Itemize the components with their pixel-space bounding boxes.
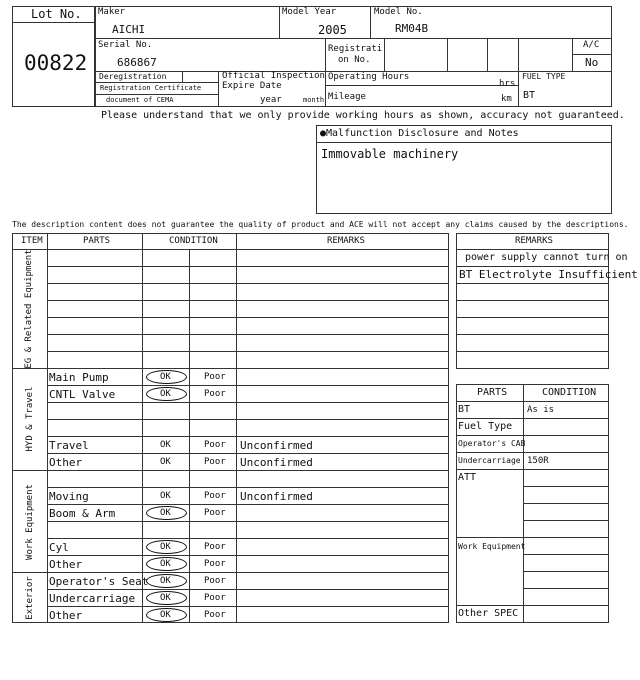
working-hours-notice: Please understand that we only provide working hours as shown, accuracy not guaranteed. — [101, 110, 625, 121]
malfunction-text: Immovable machinery — [321, 147, 459, 161]
condition-col-header: CONDITION — [542, 387, 597, 398]
poor-label: Poor — [204, 593, 226, 603]
ok-label: OK — [160, 559, 171, 569]
poor-label: Poor — [204, 491, 226, 501]
disclaimer-text: The description content does not guarantee the quality of product and ACE will not accept any claims caused by the descriptions. — [12, 220, 629, 229]
ok-selected-mark — [146, 387, 187, 401]
km-label: km — [501, 94, 512, 104]
remark-line-1: power supply cannot turn on — [465, 252, 628, 263]
maker-label: Maker — [98, 7, 126, 17]
maker-value: AICHI — [112, 23, 146, 36]
ok-selected-mark — [146, 591, 187, 605]
ok-label: OK — [160, 508, 171, 518]
remark-moving: Unconfirmed — [240, 490, 313, 503]
fuel-type-value: BT — [523, 90, 536, 101]
part-undercarriage: Undercarriage — [49, 592, 136, 605]
poor-label: Poor — [204, 559, 226, 569]
ok-selected-mark — [146, 370, 187, 384]
ac-value: No — [585, 56, 599, 69]
model-year-value: 2005 — [318, 23, 347, 37]
ok-label: OK — [160, 593, 171, 603]
part-cntl-valve: CNTL Valve — [49, 388, 116, 401]
part-boom-arm: Boom & Arm — [49, 507, 116, 520]
registration-label-2: on No. — [338, 55, 371, 65]
poor-label: Poor — [204, 576, 226, 586]
condition-bt: As is — [527, 405, 555, 415]
ok-selected-mark — [146, 506, 187, 520]
remark-travel: Unconfirmed — [240, 439, 313, 452]
serial-value: 686867 — [117, 56, 157, 69]
part-cyl: Cyl — [49, 541, 69, 554]
malfunction-title: ●Malfunction Disclosure and Notes — [320, 128, 519, 139]
remarks-header: REMARKS — [327, 236, 365, 246]
cema-label: document of CEMA — [106, 96, 174, 104]
year-label: year — [260, 95, 282, 105]
part-work-other: Other — [49, 558, 83, 571]
other-spec-label: Other SPEC — [458, 608, 519, 619]
group-exterior-label: Exterior — [25, 576, 35, 620]
condition-undercarriage: 150R — [527, 456, 549, 466]
part-exterior-other: Other — [49, 609, 83, 622]
inspection-label-1: Official Inspection — [222, 71, 325, 81]
work-equipment-label: Work Equipment — [458, 542, 526, 551]
group-eg-label: EG & Related Equipment — [24, 249, 34, 369]
parts-header: PARTS — [83, 236, 111, 246]
lot-label: Lot No. — [31, 7, 82, 21]
group-work-label: Work Equipment — [25, 484, 35, 560]
att-label: ATT — [458, 472, 477, 483]
lot-number: 00822 — [24, 51, 88, 75]
right-remarks-header: REMARKS — [515, 236, 553, 246]
ok-label: OK — [160, 372, 171, 382]
group-hyd-label: HYD & Travel — [25, 386, 35, 452]
deregistration-label: Deregistration — [99, 72, 167, 81]
operating-hours-label: Operating Hours — [328, 72, 410, 82]
part-operators-seat: Operator's Seat — [49, 575, 149, 588]
registration-certificate-label: Registration Certificate — [100, 84, 202, 92]
poor-label: Poor — [204, 372, 226, 382]
poor-label: Poor — [204, 610, 226, 620]
model-no-value: RM04B — [395, 22, 429, 35]
parts-col-header: PARTS — [477, 387, 508, 398]
ok-selected-mark — [146, 557, 187, 571]
condition-header: CONDITION — [169, 236, 218, 246]
model-no-label: Model No. — [374, 7, 423, 17]
part-hyd-other: Other — [49, 456, 83, 469]
part-travel: Travel — [49, 439, 89, 452]
inspection-label-2: Expire Date — [222, 81, 282, 91]
ok-label: OK — [160, 457, 171, 467]
poor-label: Poor — [204, 508, 226, 518]
ok-label: OK — [160, 440, 171, 450]
mileage-label: Mileage — [328, 92, 366, 102]
ac-label: A/C — [583, 40, 600, 50]
ok-label: OK — [160, 542, 171, 552]
ok-label: OK — [160, 576, 171, 586]
ok-label: OK — [160, 491, 171, 501]
model-year-label: Model Year — [282, 7, 337, 17]
registration-label-1: Registrati — [328, 44, 383, 54]
poor-label: Poor — [204, 457, 226, 467]
ok-selected-mark — [146, 540, 187, 554]
remark-hyd-other: Unconfirmed — [240, 456, 313, 469]
part-main-pump: Main Pump — [49, 371, 109, 384]
part-moving: Moving — [49, 490, 89, 503]
part-bt: BT — [458, 404, 471, 415]
poor-label: Poor — [204, 440, 226, 450]
part-undercarriage-r: Undercarriage — [458, 456, 521, 465]
ok-label: OK — [160, 610, 171, 620]
serial-label: Serial No. — [98, 40, 153, 50]
ok-selected-mark — [146, 574, 187, 588]
ok-label: OK — [160, 389, 171, 399]
remark-line-2: BT Electrolyte Insufficient — [459, 268, 638, 281]
month-label: month — [303, 96, 325, 104]
hrs-label: hrs — [499, 79, 516, 89]
ok-selected-mark — [146, 608, 187, 622]
poor-label: Poor — [204, 542, 226, 552]
fuel-type-label: FUEL TYPE — [522, 72, 566, 81]
poor-label: Poor — [204, 389, 226, 399]
part-fuel-type: Fuel Type — [458, 421, 513, 432]
part-operators-cab: Operator's CAB — [458, 439, 526, 448]
item-header: ITEM — [21, 236, 43, 246]
